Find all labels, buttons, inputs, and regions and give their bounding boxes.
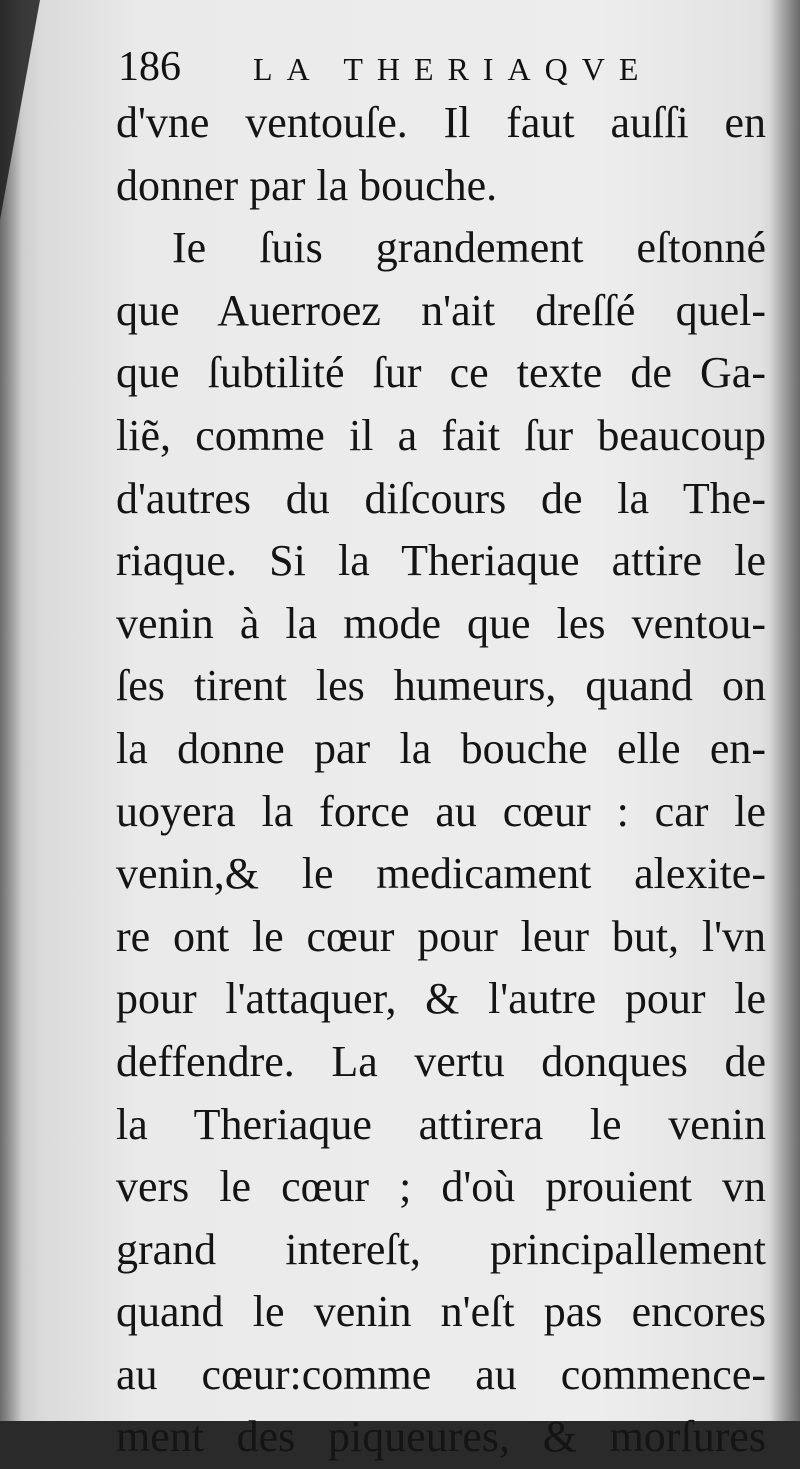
text-line: ment des piqueures, & morſures (116, 1412, 766, 1462)
torn-page-corner (0, 0, 40, 220)
text-line: liẽ, comme il a fait ſur beaucoup (116, 410, 766, 460)
text-line: au cœur:comme au commence- (116, 1349, 766, 1399)
text-line: uoyera la force au cœur : car le (116, 786, 766, 836)
text-line: donner par la bouche. (116, 160, 498, 210)
text-line: d'vne ventouſe. Il faut auſſi en (116, 98, 766, 147)
text-line: d'autres du diſcours de la The- (116, 473, 766, 523)
text-line: venin à la mode que les ventou- (116, 598, 766, 648)
text-line: re ont le cœur pour leur but, l'vn (116, 911, 766, 961)
page-edge-shadow (770, 0, 800, 1421)
text-line: grand intereſt, principallement (116, 1224, 766, 1274)
running-title: LA THERIAQVE (253, 51, 653, 87)
paragraph-first-line: Ie ſuis grandement eſtonné (172, 223, 766, 273)
page-number: 186 (118, 44, 181, 90)
text-line: quand le venin n'eſt pas encores (116, 1287, 766, 1337)
text-line: la donne par la bouche elle en- (116, 723, 766, 773)
text-line: vers le cœur ; d'où prouient vn (116, 1162, 766, 1212)
body-text (116, 92, 766, 1469)
text-line: venin,& le medicament alexite- (116, 849, 766, 899)
text-line: que Auerroez n'ait dreſſé quel- (116, 285, 766, 335)
text-line: ſes tirent les humeurs, quand on (116, 661, 766, 711)
text-line: pour l'attaquer, & l'autre pour le (116, 974, 766, 1024)
text-line: la Theriaque attirera le venin (116, 1099, 766, 1149)
text-line: que ſubtilité ſur ce texte de Ga- (116, 348, 766, 398)
page-header (118, 42, 678, 92)
text-line: riaque. Si la Theriaque attire le (116, 536, 766, 586)
text-line: deffendre. La vertu donques de (116, 1036, 766, 1086)
